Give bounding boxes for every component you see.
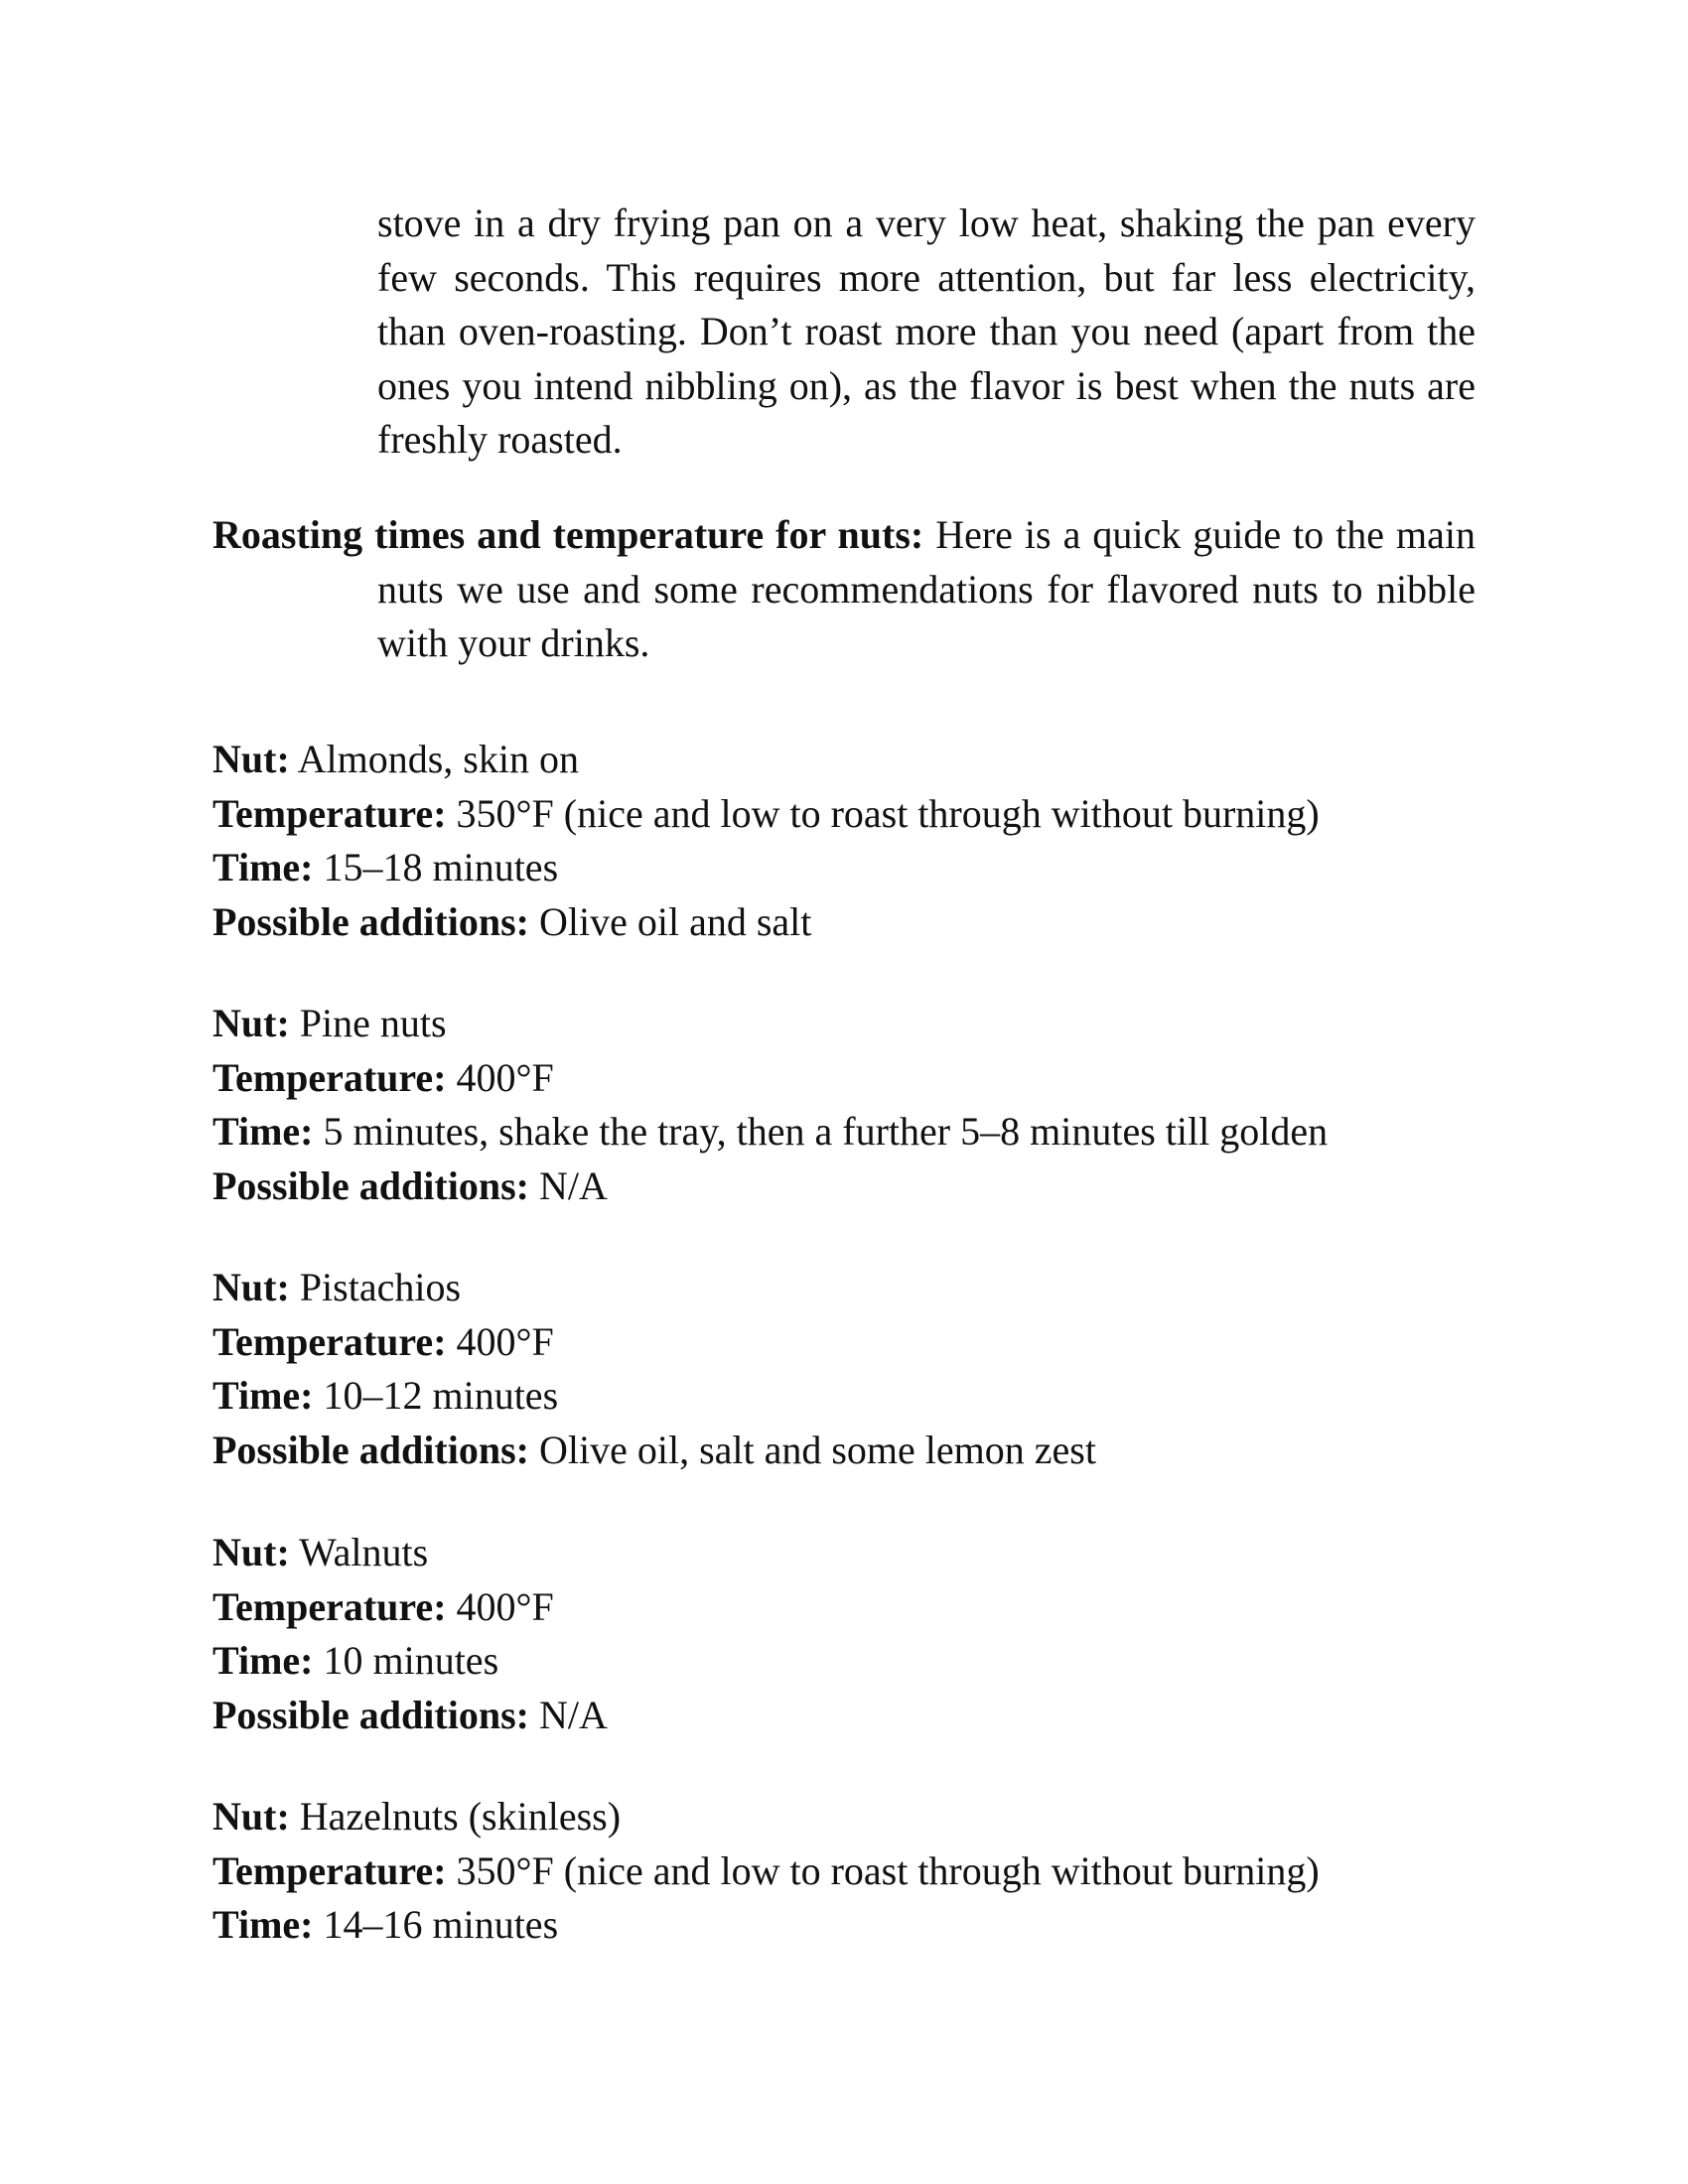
time-line <box>212 1898 1503 1953</box>
nut-name: Pistachios <box>299 1265 462 1309</box>
nut-entry-almonds <box>212 733 1503 949</box>
temperature-line <box>212 1844 1503 1899</box>
temperature-line <box>212 787 1503 842</box>
temperature-label: Temperature: <box>212 1318 447 1364</box>
time-label: Time: <box>212 845 314 889</box>
additions-value: N/A <box>538 1162 608 1208</box>
temperature-line <box>212 1315 1503 1370</box>
additions-label: Possible additions: <box>212 1692 529 1737</box>
nut-name: Pine nuts <box>299 1001 447 1045</box>
time-label: Time: <box>212 1902 314 1947</box>
time-value: 10–12 minutes <box>323 1373 559 1418</box>
additions-label: Possible additions: <box>212 898 529 944</box>
nut-name-line <box>212 1261 1503 1315</box>
nut-label: Nut: <box>212 1794 290 1839</box>
nut-label: Nut: <box>212 1530 290 1574</box>
additions-line <box>212 895 1503 950</box>
nut-name: Almonds, skin on <box>297 737 579 781</box>
temperature-value: 400°F <box>456 1583 554 1629</box>
nut-name-line <box>212 1526 1503 1580</box>
time-line <box>212 841 1503 895</box>
temperature-label: Temperature: <box>212 1583 447 1629</box>
nut-name-line <box>212 733 1503 787</box>
roasting-guide-heading: Roasting times and temperature for nuts: <box>212 512 924 557</box>
additions-label: Possible additions: <box>212 1162 529 1208</box>
time-value: 10 minutes <box>323 1638 499 1683</box>
temperature-label: Temperature: <box>212 1847 447 1893</box>
additions-value: N/A <box>538 1692 608 1737</box>
time-line <box>212 1105 1503 1160</box>
temperature-value: 400°F <box>456 1054 554 1100</box>
temperature-line <box>212 1580 1503 1635</box>
nut-name: Hazelnuts (skinless) <box>299 1794 622 1839</box>
additions-label: Possible additions: <box>212 1427 529 1472</box>
additions-line <box>212 1424 1503 1478</box>
temperature-value: 350°F (nice and low to roast through without burning) <box>456 1847 1320 1893</box>
temperature-label: Temperature: <box>212 790 447 836</box>
nut-name: Walnuts <box>299 1530 429 1574</box>
nut-label: Nut: <box>212 1265 290 1309</box>
nut-entry-walnuts <box>212 1526 1503 1742</box>
time-value: 5 minutes, shake the tray, then a further 5–8 minutes till golden <box>323 1109 1329 1154</box>
additions-value: Olive oil and salt <box>538 898 812 944</box>
temperature-line <box>212 1051 1503 1106</box>
nut-entry-pistachios <box>212 1261 1503 1477</box>
additions-line <box>212 1160 1503 1214</box>
temperature-value: 350°F (nice and low to roast through without burning) <box>456 790 1320 836</box>
nut-label: Nut: <box>212 737 290 781</box>
time-label: Time: <box>212 1373 314 1418</box>
additions-value: Olive oil, salt and some lemon zest <box>538 1427 1096 1472</box>
time-line <box>212 1369 1503 1424</box>
roasting-guide-text: Here is a quick guide to the main nuts we use and some recommendations for flavored nuts to nibble with your drinks. <box>377 512 1477 665</box>
time-line <box>212 1634 1503 1689</box>
time-label: Time: <box>212 1109 314 1154</box>
temperature-label: Temperature: <box>212 1054 447 1100</box>
continuation-paragraph: stove in a dry frying pan on a very low heat, shaking the pan every few seconds. This requires more attention, but far less electricity, than oven-roasting. Don’t roast more than you need (apart from the ones you intend nibbling on), as the flavor is best when the nuts are freshly roasted. <box>377 201 1476 462</box>
nut-entry-hazelnuts <box>212 1790 1503 1953</box>
time-value: 14–16 minutes <box>323 1902 559 1947</box>
time-label: Time: <box>212 1638 314 1683</box>
nut-name-line <box>212 1790 1503 1844</box>
nut-label: Nut: <box>212 1001 290 1045</box>
nut-entry-pine-nuts <box>212 997 1503 1213</box>
nut-name-line <box>212 997 1503 1051</box>
time-value: 15–18 minutes <box>323 845 559 889</box>
additions-line <box>212 1689 1503 1743</box>
temperature-value: 400°F <box>456 1318 554 1364</box>
roasting-guide-paragraph <box>212 508 1476 671</box>
